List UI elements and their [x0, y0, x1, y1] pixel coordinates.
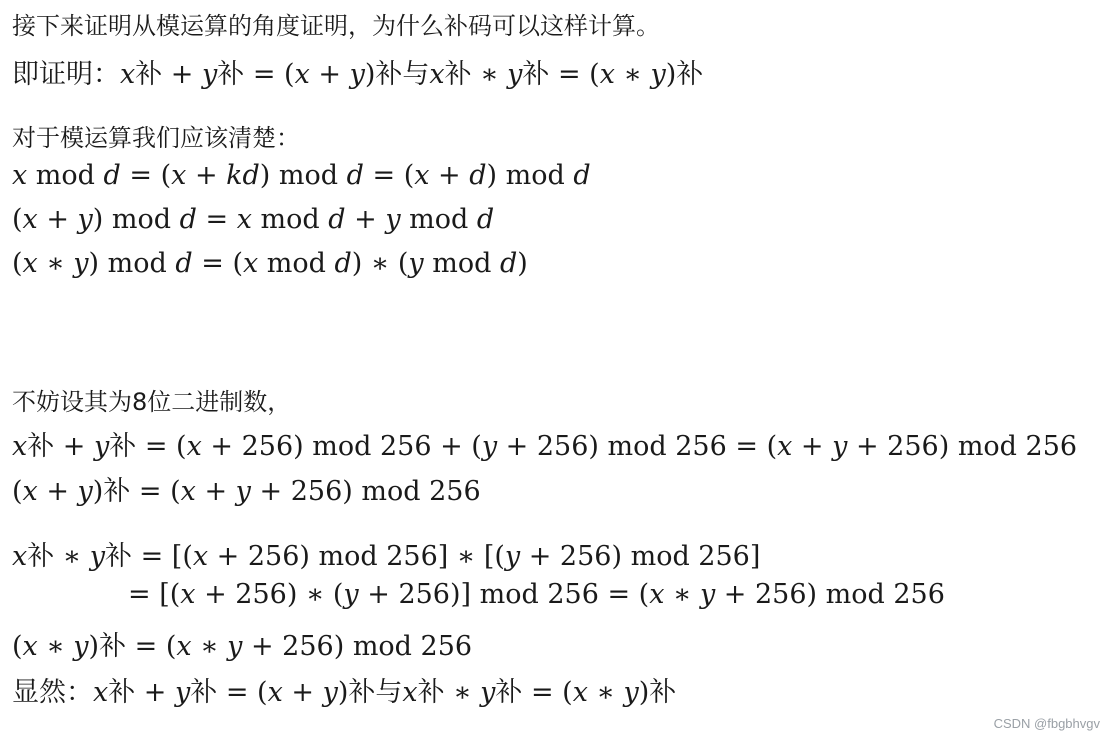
product-equation-3: (𝑥 ∗ 𝑦)补 = (𝑥 ∗ 𝑦 + 256) mod 256 — [12, 631, 473, 662]
intro-heading: 接下来证明从模运算的角度证明，为什么补码可以这样计算。 — [12, 12, 660, 40]
product-equation-2: = [(𝑥 + 256) ∗ (𝑦 + 256)] mod 256 = (𝑥 ∗ 𝑦 + 256) mod 256 — [128, 579, 945, 610]
assumption-text: 不妨设其为8位二进制数， — [12, 388, 292, 416]
csdn-watermark: CSDN @fbgbhvgv — [993, 716, 1100, 731]
modulo-heading: 对于模运算我们应该清楚： — [12, 124, 300, 152]
claim-equation: 即证明：𝑥补 + 𝑦补 = (𝑥 + 𝑦)补与𝑥补 ∗ 𝑦补 = (𝑥 ∗ 𝑦)补 — [12, 59, 704, 90]
sum-equation-1: 𝑥补 + 𝑦补 = (𝑥 + 256) mod 256 + (𝑦 + 256) mod 256 = (𝑥 + 𝑦 + 256) mod 256 — [12, 431, 1078, 462]
conclusion-equation: 显然：𝑥补 + 𝑦补 = (𝑥 + 𝑦)补与𝑥补 ∗ 𝑦补 = (𝑥 ∗ 𝑦)补 — [12, 677, 677, 708]
product-equation-1: 𝑥补 ∗ 𝑦补 = [(𝑥 + 256) mod 256] ∗ [(𝑦 + 256) mod 256] — [12, 541, 761, 572]
sum-equation-2: (𝑥 + 𝑦)补 = (𝑥 + 𝑦 + 256) mod 256 — [12, 476, 481, 507]
mod-identity-2: (𝑥 + 𝑦) mod 𝑑 = 𝑥 mod 𝑑 + 𝑦 mod 𝑑 — [12, 204, 495, 235]
mod-identity-3: (𝑥 ∗ 𝑦) mod 𝑑 = (𝑥 mod 𝑑) ∗ (𝑦 mod 𝑑) — [12, 248, 528, 279]
mod-identity-1: 𝑥 mod 𝑑 = (𝑥 + 𝑘𝑑) mod 𝑑 = (𝑥 + 𝑑) mod 𝑑 — [12, 160, 591, 191]
